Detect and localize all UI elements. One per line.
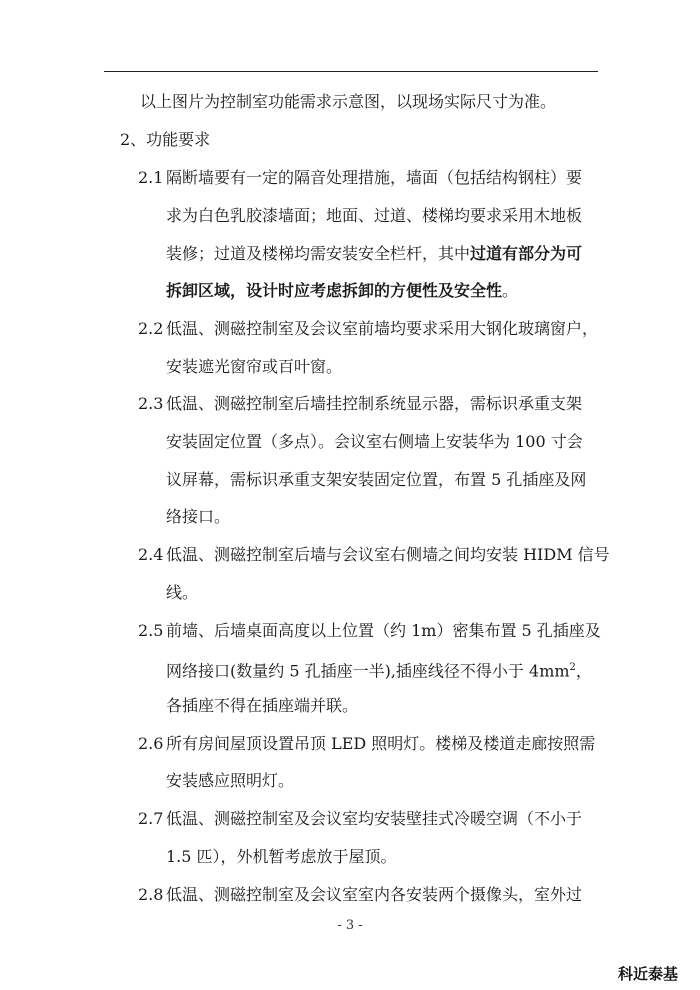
item-number: 2.3 bbox=[138, 394, 164, 413]
item-2-5-line2: 网络接口(数量约 5 孔插座一半),插座线径不得小于 $4mm^2$， bbox=[166, 661, 592, 681]
item-2-3-line3: 议屏幕，需标识承重支架安装固定位置，布置 5 孔插座及网 bbox=[166, 470, 587, 489]
item-number: 2.4 bbox=[138, 545, 164, 564]
item-2-1-line1: 2.1 隔断墙要有一定的隔音处理措施，墙面（包括结构钢柱）要 bbox=[138, 168, 583, 187]
item-number: 2.5 bbox=[138, 621, 164, 640]
item-number: 2.1 bbox=[138, 168, 164, 187]
item-2-1-line3: 装修；过道及楼梯均需安装安全栏杆，其中过道有部分为可 bbox=[166, 244, 583, 263]
item-2-6-line1: 2.6 所有房间屋顶设置吊顶 LED 照明灯。楼梯及楼道走廊按照需 bbox=[138, 734, 596, 753]
item-2-4-line1: 2.4 低温、测磁控制室后墙与会议室右侧墙之间均安装 HIDM 信号 bbox=[138, 545, 610, 564]
watermark: 科近泰基 bbox=[618, 965, 679, 983]
item-2-5-line3: 各插座不得在插座端并联。 bbox=[166, 696, 359, 715]
item-2-7-line2: 1.5 匹），外机暂考虑放于屋顶。 bbox=[166, 847, 397, 866]
item-2-2-line1: 2.2 低温、测磁控制室及会议室前墙均要求采用大钢化玻璃窗户， bbox=[138, 319, 599, 338]
bold-text: 过道有部分为可 bbox=[470, 244, 583, 263]
item-2-6-line2: 安装感应照明灯。 bbox=[166, 771, 295, 790]
page-number: - 3 - bbox=[337, 918, 363, 933]
superscript: 2 bbox=[569, 662, 576, 673]
item-2-1-line4: 拆卸区域，设计时应考虑拆卸的方便性及安全性。 bbox=[166, 281, 519, 300]
item-number: 2.6 bbox=[138, 734, 164, 753]
item-2-1-line2: 求为白色乳胶漆墙面；地面、过道、楼梯均要求采用木地板 bbox=[166, 206, 583, 225]
bold-text: 拆卸区域，设计时应考虑拆卸的方便性及安全性 bbox=[166, 281, 503, 300]
item-2-7-line1: 2.7 低温、测磁控制室及会议室均安装壁挂式冷暖空调（不小于 bbox=[138, 809, 583, 828]
item-2-2-line2: 安装遮光窗帘或百叶窗。 bbox=[166, 357, 343, 376]
item-2-8-line1: 2.8 低温、测磁控制室及会议室室内各安装两个摄像头，室外过 bbox=[138, 885, 583, 904]
section-heading: 2、功能要求 bbox=[120, 130, 211, 149]
intro-text: 以上图片为控制室功能需求示意图，以现场实际尺寸为准。 bbox=[140, 92, 557, 111]
item-number: 2.7 bbox=[138, 809, 164, 828]
item-2-3-line4: 络接口。 bbox=[166, 507, 231, 526]
item-2-3-line2: 安装固定位置（多点）。会议室右侧墙上安装华为 100 寸会 bbox=[166, 432, 583, 451]
item-2-3-line1: 2.3 低温、测磁控制室后墙挂控制系统显示器，需标识承重支架 bbox=[138, 394, 583, 413]
header-rule bbox=[104, 71, 598, 72]
item-number: 2.2 bbox=[138, 319, 164, 338]
item-2-5-line1: 2.5 前墙、后墙桌面高度以上位置（约 1m）密集布置 5 孔插座及 bbox=[138, 621, 601, 640]
item-number: 2.8 bbox=[138, 885, 164, 904]
item-2-4-line2: 线。 bbox=[166, 583, 199, 602]
